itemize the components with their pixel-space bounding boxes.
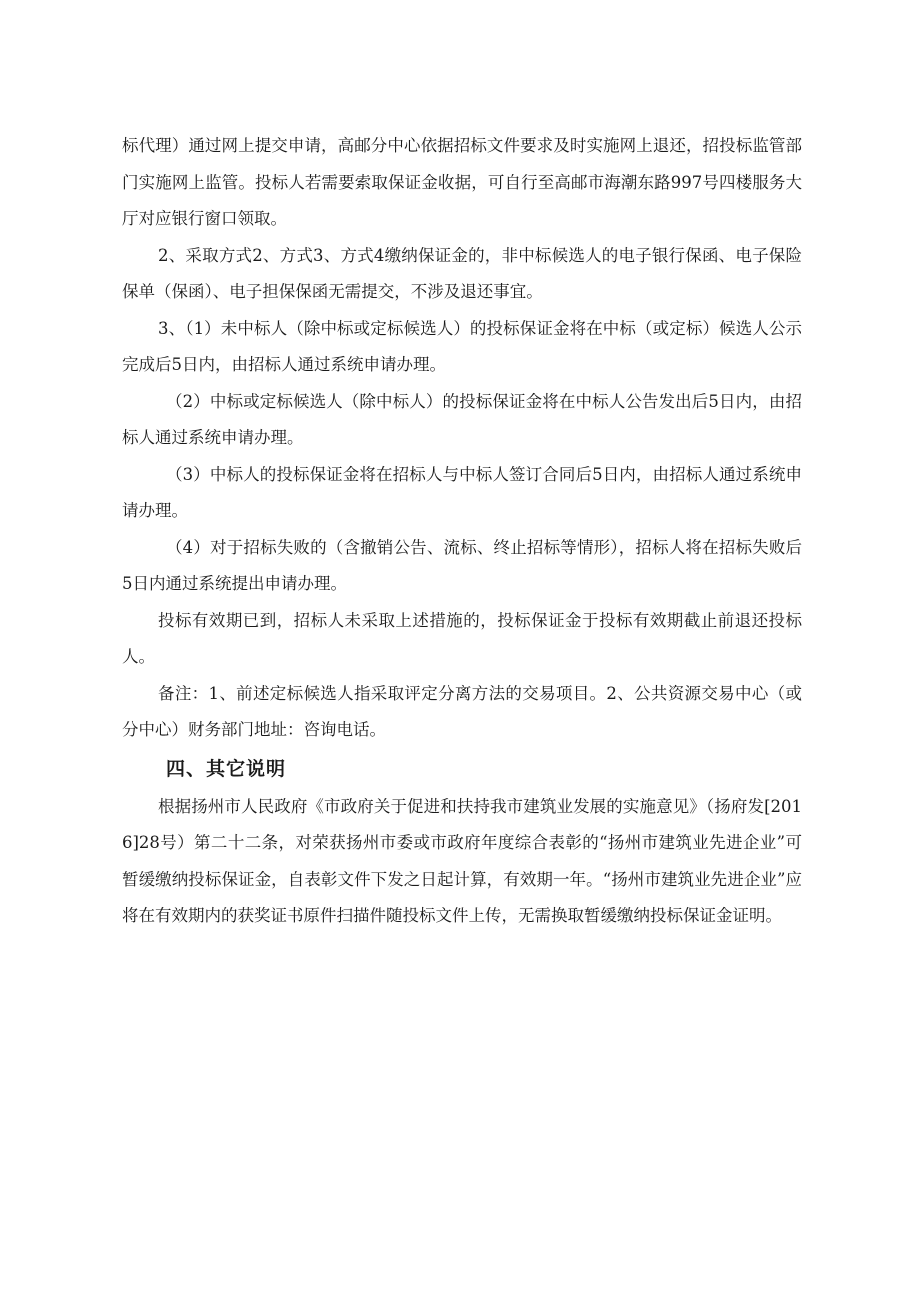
document-page [122, 128, 802, 935]
paragraph-refund-3-1: 3、（1）未中标人（除中标或定标候选人）的投标保证金将在中标（或定标）候选人公示完成后5日内，由招标人通过系统申请办理。 [122, 318, 802, 374]
section-heading-other-notes: 四、其它说明 [166, 757, 287, 780]
paragraph-other-notes: 根据扬州市人民政府《市政府关于促进和扶持我市建筑业发展的实施意见》（扬府发[2016]28号）第二十二条，对荣获扬州市委或市政府年度综合表彰的“扬州市建筑业先进企业”可暂缓缴纳投标保证金，自表彰文件下发之日起计算，有效期一年。“扬州市建筑业先进企业”应将在有效期内的获奖证书原件扫描件随投标文件上传，无需换取暂缓缴纳投标保证金证明。 [122, 796, 802, 925]
paragraph-refund-3-3: （3）中标人的投标保证金将在招标人与中标人签订合同后5日内，由招标人通过系统申请办理。 [122, 464, 802, 520]
paragraph-refund-online: 标代理）通过网上提交申请，高邮分中心依据招标文件要求及时实施网上退还，招投标监管部门实施网上监管。投标人若需要索取保证金收据，可自行至高邮市海潮东路997号四楼服务大厅对应银行窗口领取。 [122, 136, 802, 228]
paragraph-refund-method-2-4: 2、采取方式2、方式3、方式4缴纳保证金的，非中标候选人的电子银行保函、电子保险保单（保函）、电子担保保函无需提交，不涉及退还事宜。 [122, 245, 802, 301]
paragraph-refund-3-4: （4）对于招标失败的（含撤销公告、流标、终止招标等情形），招标人将在招标失败后5日内通过系统提出申请办理。 [122, 537, 802, 593]
paragraph-validity-expired: 投标有效期已到，招标人未采取上述措施的，投标保证金于投标有效期截止前退还投标人。 [122, 610, 802, 666]
paragraph-refund-3-2: （2）中标或定标候选人（除中标人）的投标保证金将在中标人公告发出后5日内，由招标人通过系统申请办理。 [122, 391, 802, 447]
paragraph-note: 备注：1、前述定标候选人指采取评定分离方法的交易项目。2、公共资源交易中心（或分中心）财务部门地址：咨询电话。 [122, 683, 802, 739]
